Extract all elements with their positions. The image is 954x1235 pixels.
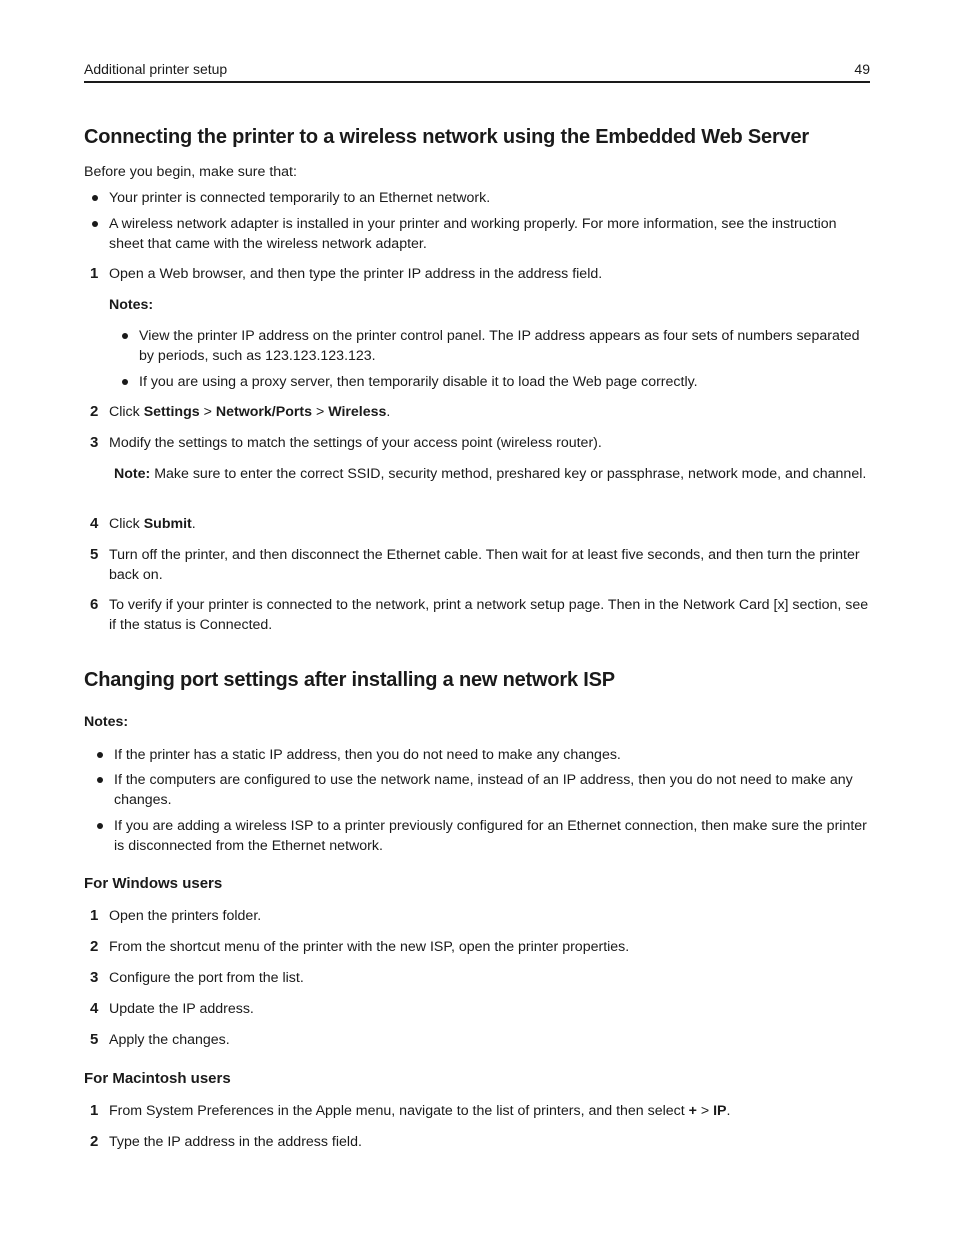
bullet-icon	[97, 823, 103, 829]
bullet-icon	[92, 195, 98, 201]
step-number: 2	[90, 938, 99, 955]
list-item: View the printer IP address on the printer control panel. The IP address appears as four sets of numbers separated by periods, such as 123.123.123.123.	[139, 326, 870, 366]
section-title-wireless-ews: Connecting the printer to a wireless network using the Embedded Web Server	[84, 126, 809, 148]
step-number: 6	[90, 596, 99, 613]
step-number: 4	[90, 515, 99, 532]
step-number: 2	[90, 1133, 99, 1150]
notes-label: Notes:	[84, 714, 129, 730]
step-text: To verify if your printer is connected to the network, print a network setup page. Then in the Network Card [x] section, see if the status is Connected.	[109, 597, 869, 633]
step-number: 1	[90, 907, 99, 924]
step-number: 3	[90, 434, 99, 451]
step-text: Open a Web browser, and then type the printer IP address in the address field.	[109, 266, 603, 282]
step-text: Update the IP address.	[109, 1001, 254, 1017]
step-number: 1	[90, 265, 99, 282]
step-text: Turn off the printer, and then disconnect the Ethernet cable. Then wait for at least five seconds, and then turn the printer back on.	[109, 547, 860, 583]
step-text: Modify the settings to match the settings of your access point (wireless router).	[109, 435, 602, 451]
step-number: 5	[90, 546, 99, 563]
intro-text: Before you begin, make sure that:	[84, 164, 297, 180]
page-header	[84, 61, 870, 83]
list-item: If you are using a proxy server, then temporarily disable it to load the Web page correctly.	[139, 372, 870, 392]
note-text: Note: Make sure to enter the correct SSID, security method, preshared key or passphrase, network mode, and channel.	[114, 466, 867, 482]
bullet-icon	[92, 221, 98, 227]
list-item: Your printer is connected temporarily to an Ethernet network.	[109, 188, 870, 208]
step-text: From the shortcut menu of the printer with the new ISP, open the printer properties.	[109, 939, 630, 955]
step-text: Apply the changes.	[109, 1032, 230, 1048]
step-number: 2	[90, 403, 99, 420]
step-text: Click Settings > Network/Ports > Wireless.	[109, 404, 391, 420]
list-item: If the computers are configured to use the network name, instead of an IP address, then you do not need to make any changes.	[114, 770, 870, 810]
bullet-icon	[122, 333, 128, 339]
step-number: 5	[90, 1031, 99, 1048]
list-item: If the printer has a static IP address, then you do not need to make any changes.	[114, 745, 870, 765]
section-title-port-settings: Changing port settings after installing a new network ISP	[84, 669, 615, 691]
subheading-windows: For Windows users	[84, 875, 223, 892]
step-text: Type the IP address in the address field.	[109, 1134, 362, 1150]
step-text: Configure the port from the list.	[109, 970, 304, 986]
page-number: 49	[854, 61, 870, 77]
list-item: If you are adding a wireless ISP to a printer previously configured for an Ethernet connection, then make sure the printer is disconnected from the Ethernet network.	[114, 816, 870, 856]
list-item: A wireless network adapter is installed in your printer and working properly. For more information, see the instruction sheet that came with the wireless network adapter.	[109, 214, 870, 254]
step-text: Open the printers folder.	[109, 908, 262, 924]
bullet-icon	[97, 752, 103, 758]
step-text: From System Preferences in the Apple menu, navigate to the list of printers, and then select + > IP.	[109, 1103, 731, 1119]
step-text: Click Submit.	[109, 516, 196, 532]
subheading-macintosh: For Macintosh users	[84, 1070, 231, 1087]
bullet-icon	[97, 777, 103, 783]
notes-label: Notes:	[109, 297, 154, 313]
bullet-icon	[122, 379, 128, 385]
step-number: 3	[90, 969, 99, 986]
step-number: 1	[90, 1102, 99, 1119]
step-number: 4	[90, 1000, 99, 1017]
header-title: Additional printer setup	[84, 61, 228, 77]
